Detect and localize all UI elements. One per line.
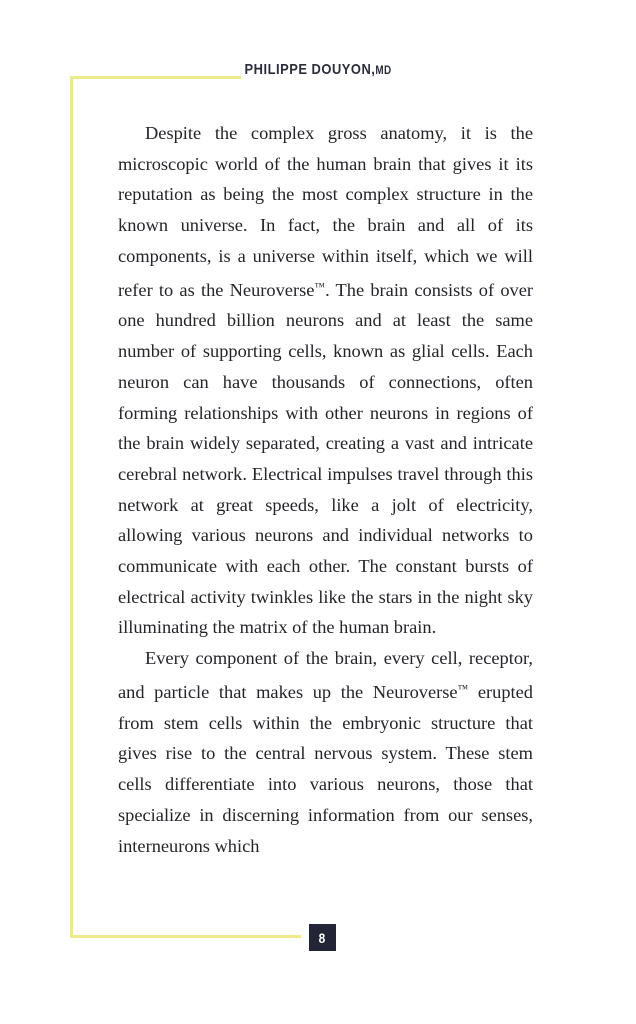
body-text-column (118, 118, 533, 861)
running-head-credential: MD (375, 65, 392, 77)
yellow-frame-bottom-rule (70, 935, 301, 938)
page-number-badge (309, 924, 336, 951)
paragraph-2-text-a: Every component of the brain, every cell, receptor, and particle that makes up the Neuroverse (118, 648, 533, 703)
running-head-author: PHILIPPE DOUYON, (244, 61, 376, 78)
running-head (45, 61, 592, 78)
paragraph-1-text-b: . The brain consists of over one hundred billion neurons and at least the same number of supporting cells, known as glial cells. Each neuron can have thousands of connections, often forming relationships with other neurons in regions of the brain widely separated, creating a vast and intricate cerebral network. Electrical impulses travel through this network at great speeds, like a jolt of electricity, allowing various neurons and individual networks to communicate with each other. The constant bursts of electrical activity twinkles like the stars in the night sky illuminating the matrix of the human brain. (118, 279, 533, 638)
yellow-frame-vertical-rule (70, 76, 73, 938)
paragraph-1-text-a: Despite the complex gross anatomy, it is the microscopic world of the human brain that gives it its reputation as being the most complex structure in the known universe. In fact, the brain and all of its components, is a universe within itself, which we will refer to as the Neuroverse (118, 123, 533, 300)
trademark-symbol: ™ (314, 280, 326, 293)
paragraph-1 (118, 118, 533, 643)
paragraph-2-text-b: erupted from stem cells within the embryonic structure that gives rise to the central nervous system. These stem cells differentiate into various neurons, those that specialize in discerning information from our senses, interneurons which (118, 682, 533, 856)
page-number: 8 (319, 929, 326, 946)
trademark-symbol: ™ (457, 682, 469, 695)
paragraph-2 (118, 643, 533, 861)
